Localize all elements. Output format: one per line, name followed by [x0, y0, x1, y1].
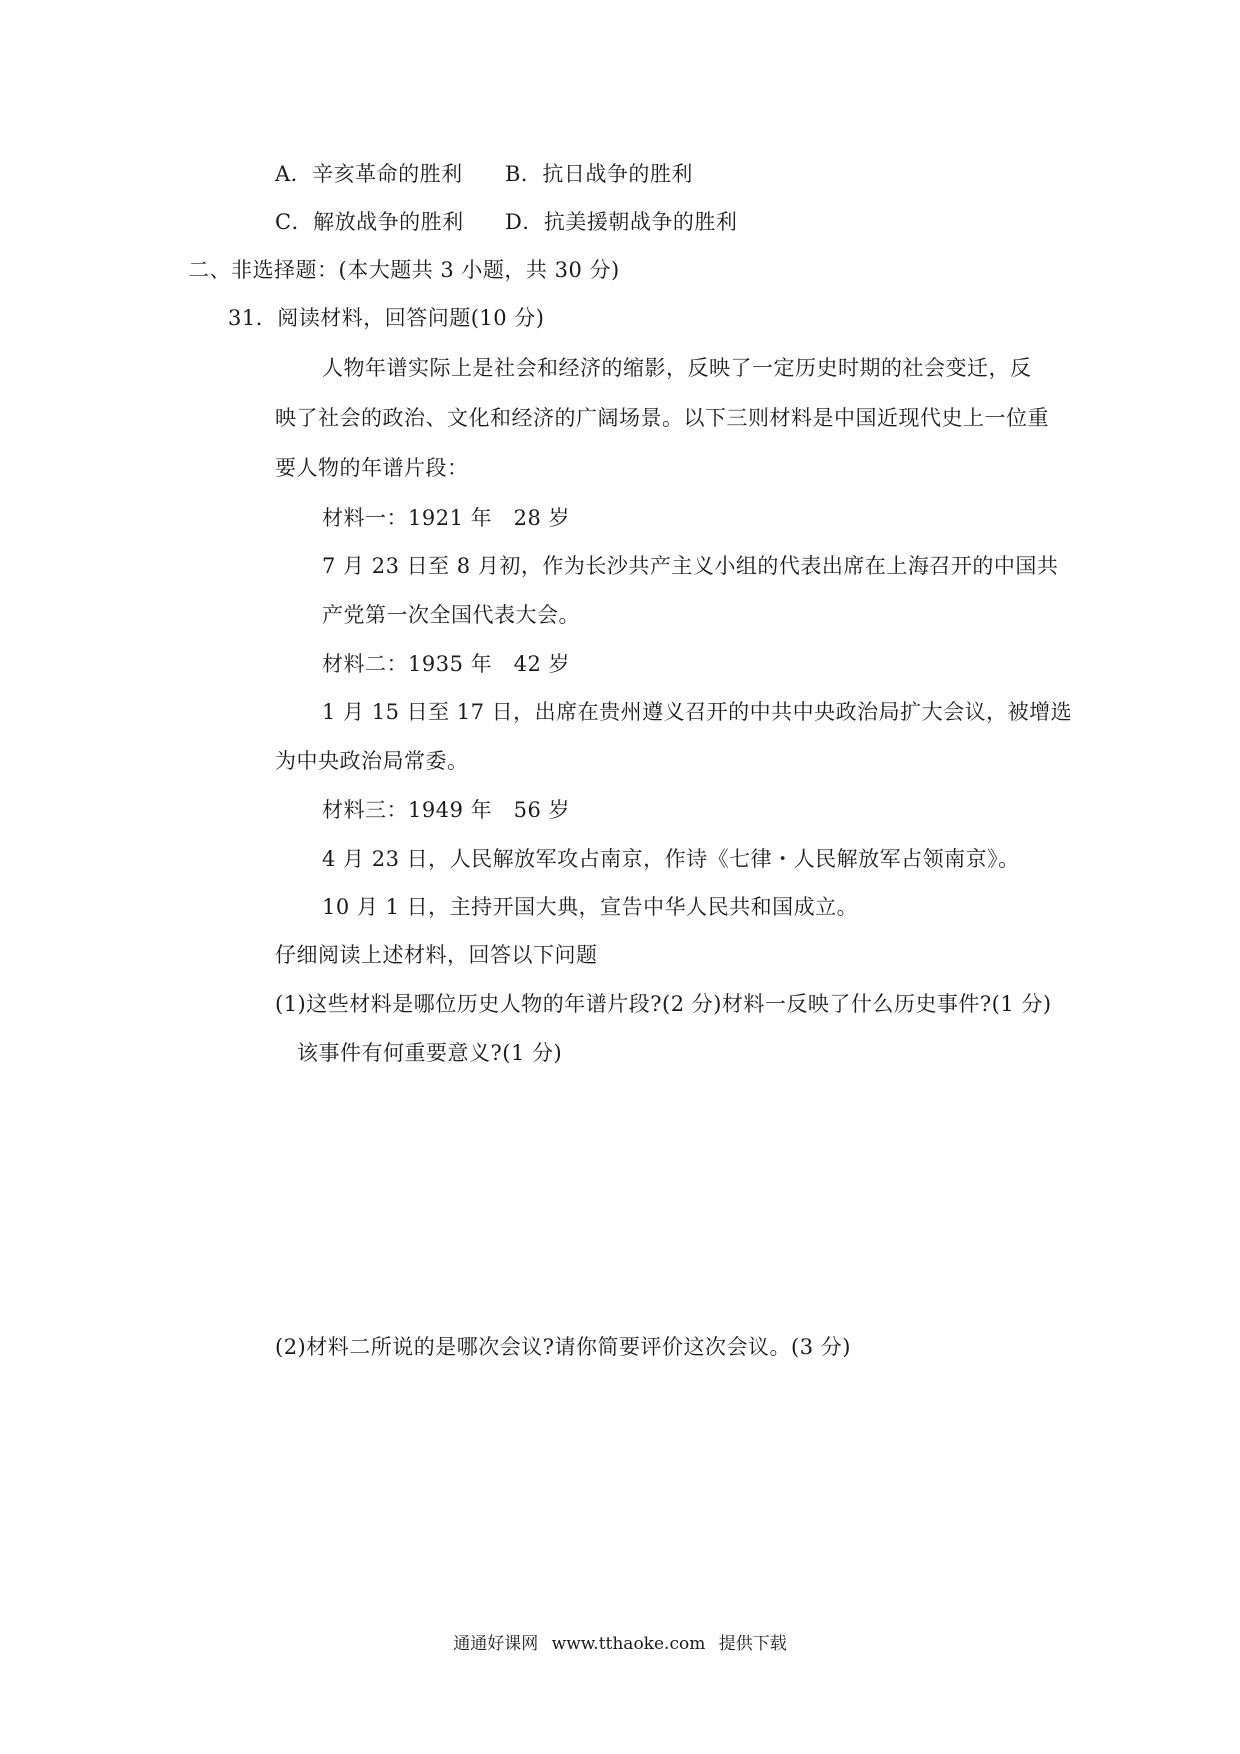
- material-line: 为中央政治局常委。: [275, 749, 469, 773]
- material-heading: 材料一：1921 年 28 岁: [322, 506, 571, 530]
- option-b: B．抗日战争的胜利: [505, 162, 693, 186]
- intro-line: 要人物的年谱片段：: [275, 456, 469, 480]
- footer-suffix: 提供下载: [718, 1634, 787, 1654]
- material-line: 1 月 15 日至 17 日，出席在贵州遵义召开的中共中央政治局扩大会议，被增选: [322, 700, 1073, 724]
- sub-question-line: 该事件有何重要意义?(1 分): [297, 1041, 563, 1065]
- instruction: 仔细阅读上述材料，回答以下问题: [275, 943, 598, 967]
- answer-space-1: [275, 1080, 1065, 1320]
- material-line: 10 月 1 日，主持开国大典，宣告中华人民共和国成立。: [322, 895, 859, 919]
- intro-line: 映了社会的政治、文化和经济的广阔场景。以下三则材料是中国近现代史上一位重: [275, 406, 1049, 430]
- sub-question-2: (2)材料二所说的是哪次会议?请你简要评价这次会议。(3 分): [275, 1335, 851, 1359]
- option-c: C．解放战争的胜利: [275, 210, 464, 234]
- intro-line: 人物年谱实际上是社会和经济的缩影，反映了一定历史时期的社会变迁，反: [322, 356, 1032, 380]
- footer-url: www.tthaoke.com: [551, 1634, 706, 1654]
- section-heading: 二、非选择题：(本大题共 3 小题，共 30 分): [188, 258, 620, 282]
- question-title: 31．阅读材料，回答问题(10 分): [228, 306, 545, 330]
- option-a: A．辛亥革命的胜利: [275, 162, 463, 186]
- footer-site-name: 通通好课网: [453, 1634, 539, 1654]
- page-footer: [0, 1632, 1240, 1656]
- sub-question-line: (1)这些材料是哪位历史人物的年谱片段?(2 分)材料一反映了什么历史事件?(1 分): [275, 992, 1052, 1016]
- material-line: 产党第一次全国代表大会。: [322, 603, 580, 627]
- material-line: 7 月 23 日至 8 月初，作为长沙共产主义小组的代表出席在上海召开的中国共: [322, 554, 1059, 578]
- answer-space-2: [275, 1375, 1065, 1615]
- material-heading: 材料二：1935 年 42 岁: [322, 652, 571, 676]
- option-d: D．抗美援朝战争的胜利: [505, 210, 738, 234]
- material-line: 4 月 23 日，人民解放军攻占南京，作诗《七律・人民解放军占领南京》。: [322, 847, 1020, 871]
- material-heading: 材料三：1949 年 56 岁: [322, 798, 571, 822]
